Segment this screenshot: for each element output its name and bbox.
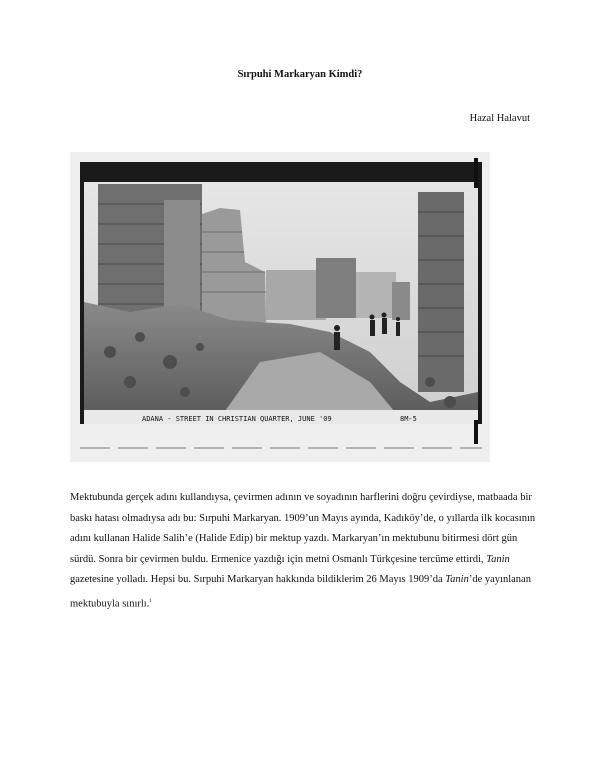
historical-photograph: [70, 152, 490, 462]
newspaper-name-tanin: Tanin: [486, 553, 510, 565]
photo-caption: ADANA - STREET IN CHRISTIAN QUARTER, JUNE '09: [142, 415, 332, 423]
paragraph-text-2: gazetesine yolladı. Hepsi bu. Sırpuhi Markaryan hakkında bildiklerim 26 Mayıs 1909’da: [70, 574, 446, 585]
document-title: Sırpuhi Markaryan Kimdi?: [237, 69, 363, 80]
newspaper-name-tanin: Tanin: [445, 574, 469, 585]
photo-illustration: [70, 152, 490, 462]
author-name: Hazal Halavut: [469, 113, 530, 124]
footnote-marker[interactable]: i: [149, 597, 151, 604]
paragraph-text-3: ’de yayınlanan mektubuyla sınırlı.: [70, 574, 531, 609]
body-paragraph: [70, 488, 540, 615]
paragraph-text-1: Mektubunda gerçek adını kullandıysa, çevirmen adının ve soyadının harflerini doğru çevirdiyse, matbaada bir baskı hatası olmadıysa adı bu: Sırpuhi Markaryan. 1909’un Mayıs ayında, Kadıköy’de, o yıllarda ilk kocasının adını kullanan Halide Salih’e (Halide Edip) bir mektup yazdı. Markaryan’ın mektubunu bitirmesi dört gün sürdü. Sonra bir çevirmen buldu. Ermenice yazdığı için metni Osmanlı Türkçesine tercüme ettirdi,: [70, 492, 536, 565]
photo-plate-number: 8M-5: [400, 415, 417, 423]
